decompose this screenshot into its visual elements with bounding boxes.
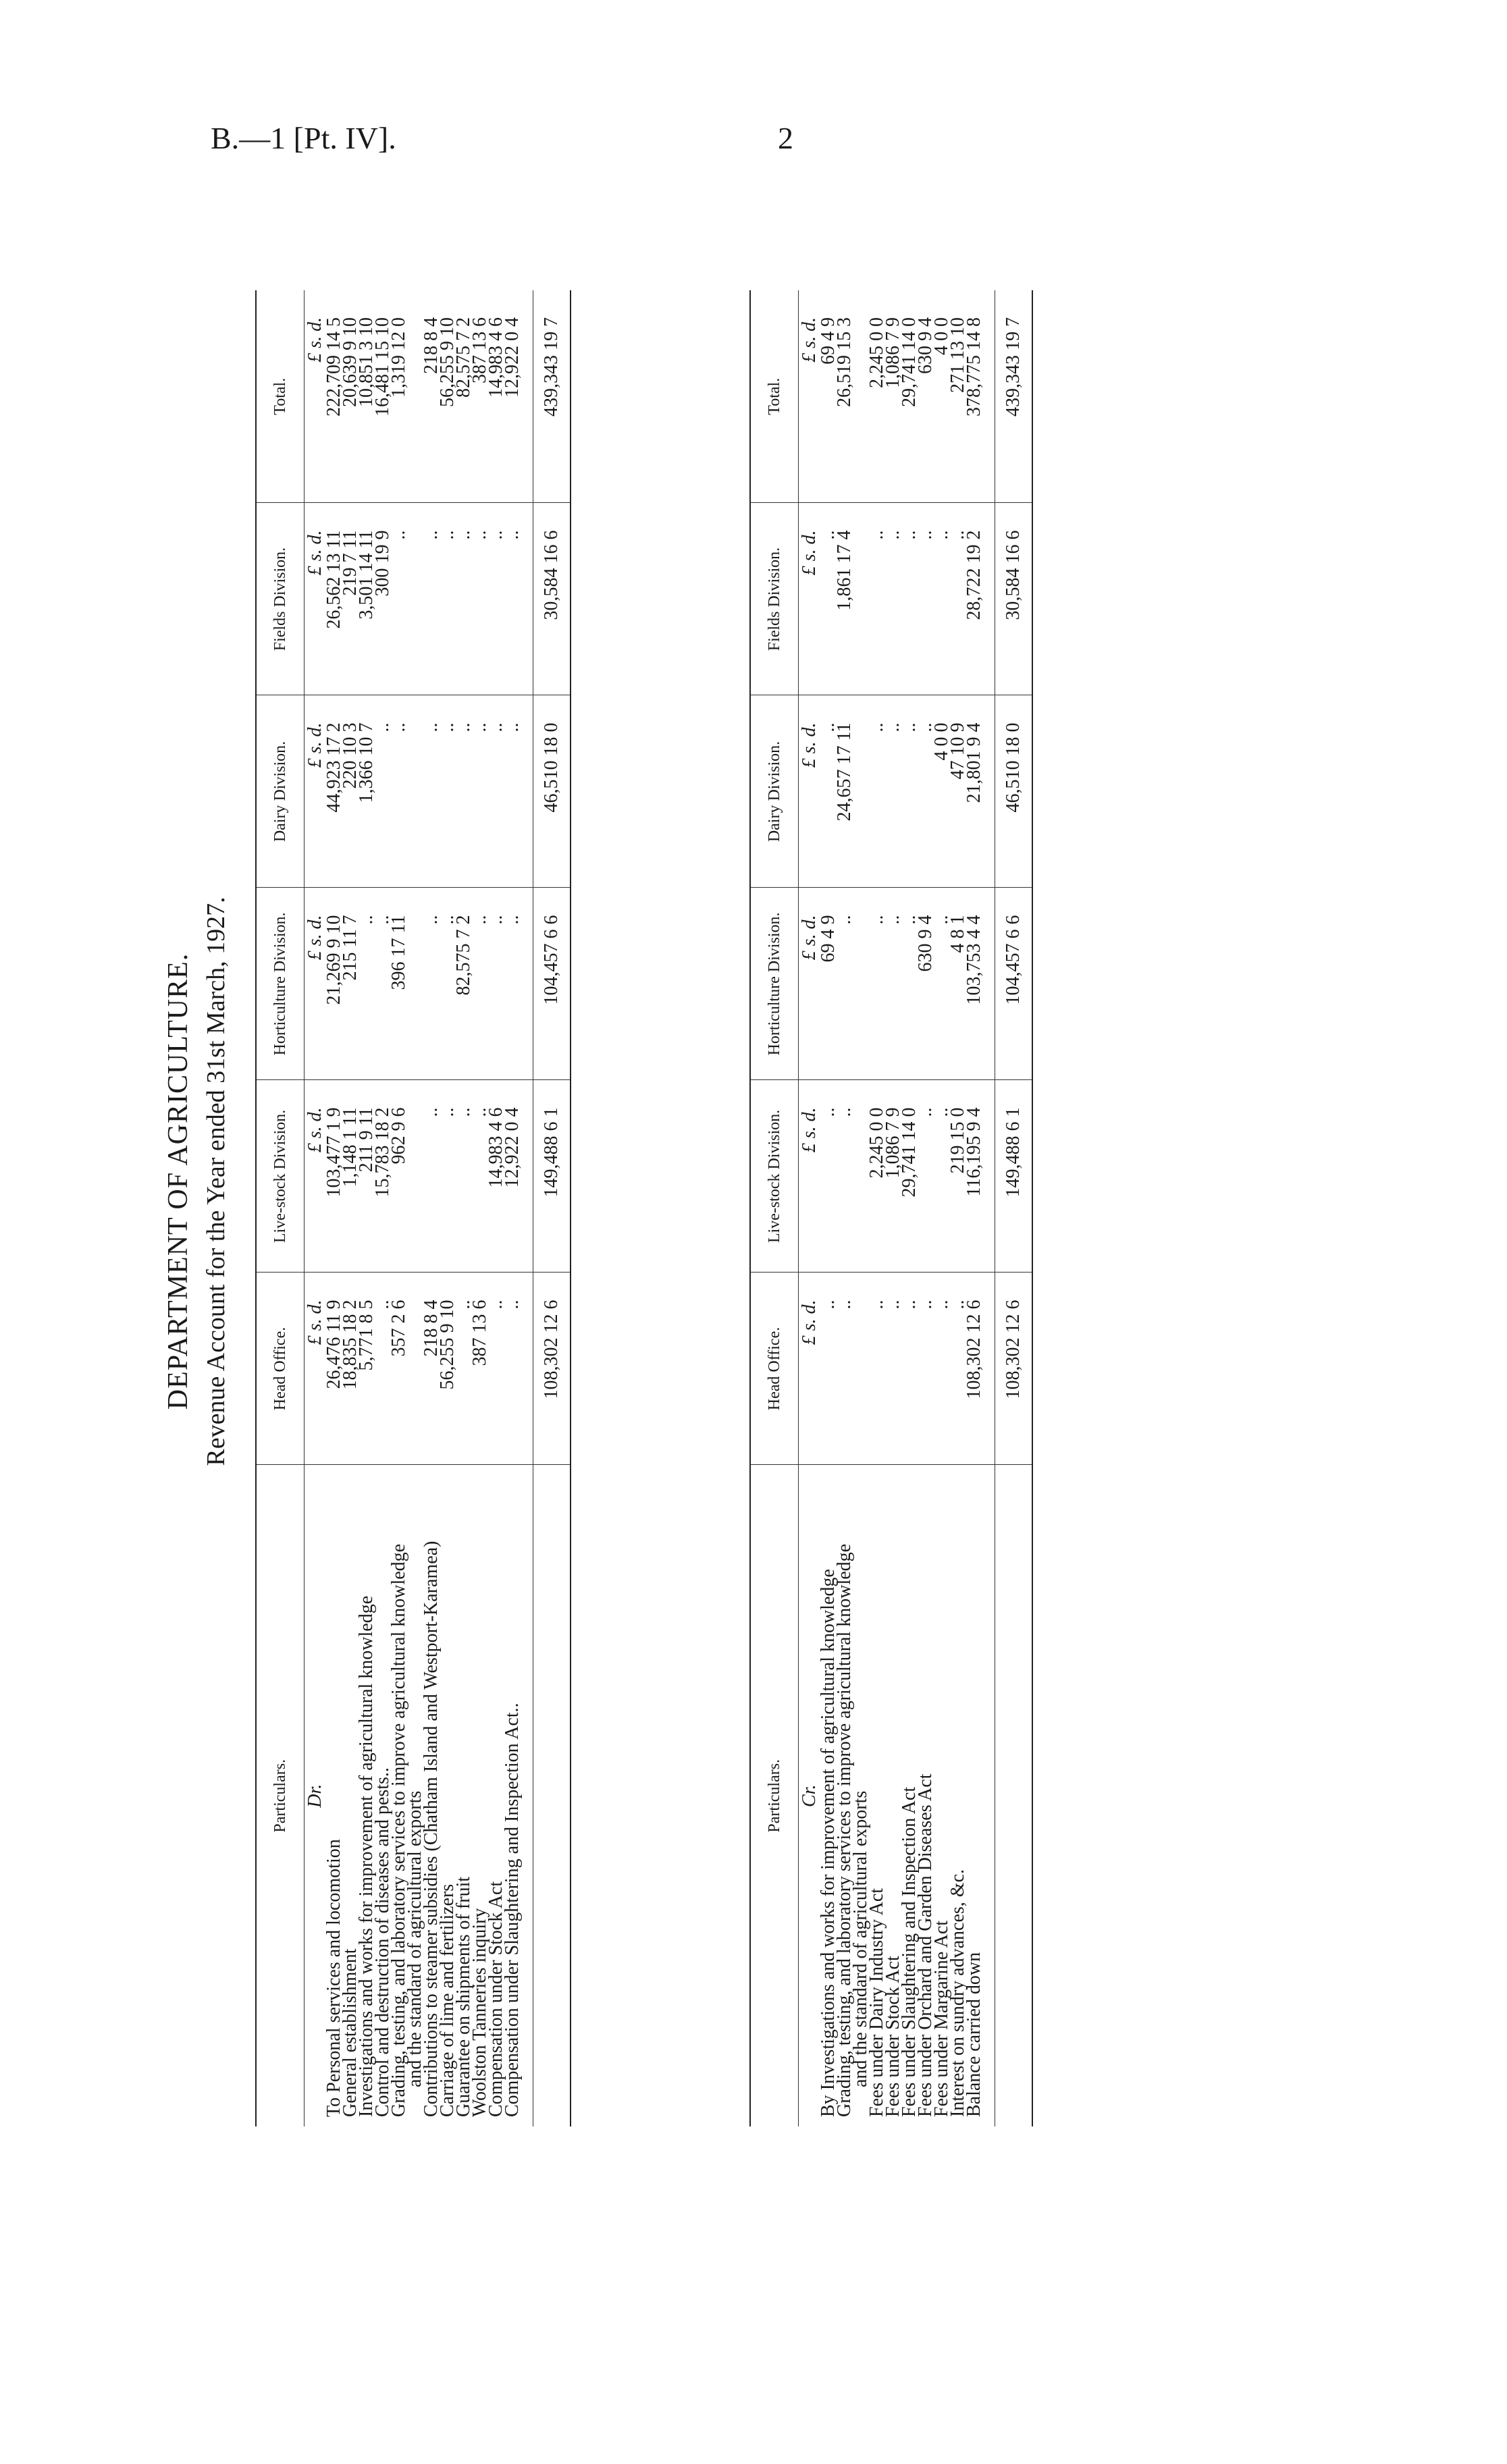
row-particulars: and the standard of agricultural exports	[404, 1790, 425, 2087]
document-subtitle: Revenue Account for the Year ended 31st March, 1927.	[202, 896, 230, 1466]
row-total: 14,983 4 6	[488, 290, 504, 503]
row-live-stock: ..	[918, 1080, 934, 1273]
row-particulars: Fees under Margarine Act	[931, 1920, 952, 2117]
total-dairy: 46,510 18 0	[533, 695, 571, 888]
row-live-stock: 211 9 11	[359, 1080, 375, 1273]
row-horticulture: ..	[440, 888, 456, 1080]
total-fields: 30,584 16 6	[995, 503, 1033, 695]
row-total: 69 4 9	[820, 290, 837, 503]
row-fields: ..	[488, 503, 504, 695]
row-head-office: ..	[901, 1273, 918, 1465]
row-total: 1,086 7 9	[885, 290, 901, 503]
row-dairy: ..	[423, 695, 440, 888]
row-live-stock: 15,783 18 2	[375, 1080, 391, 1273]
col-total: Total.	[750, 290, 799, 503]
row-fields: 26,562 13 11	[326, 503, 342, 695]
units: £ s. d.	[799, 888, 821, 1080]
row-horticulture: ..	[869, 888, 885, 1080]
units: £ s. d.	[305, 888, 327, 1080]
row-live-stock: ..	[820, 1080, 837, 1273]
row-dairy: ..	[488, 695, 504, 888]
units: £ s. d.	[799, 290, 821, 503]
row-horticulture: 21,269 9 10	[326, 888, 342, 1080]
page-header-reference: B.—1 [Pt. IV].	[211, 121, 396, 155]
row-fields: ..	[901, 503, 918, 695]
row-live-stock: ..	[472, 1080, 488, 1273]
table-row	[472, 290, 488, 2126]
col-head-office: Head Office.	[750, 1273, 799, 1465]
row-horticulture: 4 8 1	[950, 888, 966, 1080]
units: £ s. d.	[305, 503, 327, 695]
credit-totals	[982, 290, 1032, 2126]
row-dairy: ..	[391, 695, 407, 888]
row-head-office: 18,835 18 2	[342, 1273, 359, 1465]
row-particulars: General establishment	[340, 1948, 361, 2117]
units: £ s. d.	[305, 1080, 327, 1273]
row-head-office: ..	[934, 1273, 950, 1465]
col-head-office: Head Office.	[256, 1273, 305, 1465]
row-fields: ..	[456, 503, 472, 695]
row-live-stock: 219 15 0	[950, 1080, 966, 1273]
row-dairy: ..	[375, 695, 391, 888]
table-row	[918, 290, 934, 2126]
total-fields: 30,584 16 6	[533, 503, 571, 695]
row-fields: ..	[885, 503, 901, 695]
row-fields: 219 7 11	[342, 503, 359, 695]
row-dairy: ..	[440, 695, 456, 888]
row-fields: ..	[472, 503, 488, 695]
total-live-stock: 149,488 6 1	[995, 1080, 1033, 1273]
row-horticulture: 630 9 4	[918, 888, 934, 1080]
row-total: 387 13 6	[472, 290, 488, 503]
debit-table	[255, 290, 571, 2126]
row-head-office: 387 13 6	[472, 1273, 488, 1465]
row-head-office: ..	[456, 1273, 472, 1465]
page-number: 2	[778, 121, 793, 155]
row-particulars: To Personal services and locomotion	[323, 1839, 344, 2117]
row-horticulture: 103,753 4 4	[966, 888, 982, 1080]
row-head-office: ..	[837, 1273, 853, 1465]
row-head-office: 56,255 9 10	[440, 1273, 456, 1465]
row-live-stock: ..	[934, 1080, 950, 1273]
row-particulars: Balance carried down	[963, 1952, 984, 2117]
row-particulars: Carriage of lime and fertilizers	[437, 1883, 458, 2117]
row-fields: ..	[918, 503, 934, 695]
units: £ s. d.	[799, 503, 821, 695]
row-dairy: ..	[869, 695, 885, 888]
row-fields: ..	[423, 503, 440, 695]
row-particulars: Grading, testing, and laboratory services to improve agricultural knowledge	[834, 1543, 855, 2117]
row-dairy: ..	[456, 695, 472, 888]
row-horticulture: ..	[837, 888, 853, 1080]
row-dairy: 220 10 3	[342, 695, 359, 888]
col-dairy: Dairy Division.	[256, 695, 305, 888]
col-live-stock: Live-stock Division.	[750, 1080, 799, 1273]
row-live-stock: 1,086 7 9	[885, 1080, 901, 1273]
row-live-stock: 29,741 14 0	[901, 1080, 918, 1273]
row-head-office: 26,476 11 9	[326, 1273, 342, 1465]
row-fields: ..	[869, 503, 885, 695]
row-dairy: ..	[504, 695, 521, 888]
units: £ s. d.	[799, 1080, 821, 1273]
units: £ s. d.	[799, 1273, 821, 1465]
row-fields: 3,501 14 11	[359, 503, 375, 695]
row-particulars: Compensation under Stock Act	[485, 1881, 506, 2117]
row-total: 1,319 12 0	[391, 290, 407, 503]
row-live-stock: 14,983 4 6	[488, 1080, 504, 1273]
row-live-stock: ..	[423, 1080, 440, 1273]
row-total: 4 0 0	[934, 290, 950, 503]
row-horticulture: ..	[934, 888, 950, 1080]
row-particulars: Compensation under Slaughtering and Inspection Act..	[502, 1703, 523, 2117]
row-horticulture: ..	[423, 888, 440, 1080]
credit-header-row	[750, 290, 799, 2126]
row-total: 2,245 0 0	[869, 290, 885, 503]
total-head-office: 108,302 12 6	[533, 1273, 571, 1465]
row-particulars: Guarantee on shipments of fruit	[453, 1876, 474, 2117]
row-particulars: Interest on sundry advances, &c.	[947, 1869, 968, 2117]
row-horticulture: 69 4 9	[820, 888, 837, 1080]
credit-label: Cr.	[799, 1784, 820, 1807]
debit-totals	[521, 290, 571, 2126]
units: £ s. d.	[305, 695, 327, 888]
row-fields: 1,861 17 4	[837, 503, 853, 695]
table-row	[934, 290, 950, 2126]
row-horticulture: 82,575 7 2	[456, 888, 472, 1080]
row-live-stock: ..	[456, 1080, 472, 1273]
row-dairy: ..	[885, 695, 901, 888]
col-fields: Fields Division.	[750, 503, 799, 695]
row-head-office: ..	[885, 1273, 901, 1465]
row-particulars: Woolston Tanneries inquiry	[469, 1908, 490, 2117]
col-fields: Fields Division.	[256, 503, 305, 695]
row-particulars: Fees under Stock Act	[882, 1956, 903, 2117]
row-dairy: ..	[918, 695, 934, 888]
row-dairy: ..	[820, 695, 837, 888]
row-particulars: By Investigations and works for improvement of agricultural knowledge	[818, 1569, 839, 2117]
units: £ s. d.	[305, 1273, 327, 1465]
row-dairy: 47 10 9	[950, 695, 966, 888]
debit-label: Dr.	[305, 1784, 325, 1808]
row-total: 16,481 15 10	[375, 290, 391, 503]
row-live-stock: 12,922 0 4	[504, 1080, 521, 1273]
row-dairy: 1,366 10 7	[359, 695, 375, 888]
total-total: 439,343 19 7	[995, 290, 1033, 503]
debit-total-row	[533, 290, 571, 2126]
row-total: 218 8 4	[423, 290, 440, 503]
table-row	[440, 290, 456, 2126]
row-live-stock: 962 9 6	[391, 1080, 407, 1273]
row-total: 26,519 15 3	[837, 290, 853, 503]
row-live-stock: ..	[440, 1080, 456, 1273]
row-total: 378,775 14 8	[966, 290, 982, 503]
row-fields: ..	[820, 503, 837, 695]
row-total: 222,709 14 5	[326, 290, 342, 503]
row-fields: 28,722 19 2	[966, 503, 982, 695]
total-total: 439,343 19 7	[533, 290, 571, 503]
table-row	[504, 290, 521, 2126]
row-horticulture: ..	[901, 888, 918, 1080]
row-horticulture: ..	[359, 888, 375, 1080]
credit-total-row	[995, 290, 1033, 2126]
row-head-office: ..	[820, 1273, 837, 1465]
row-head-office: 5,771 8 5	[359, 1273, 375, 1465]
row-fields: ..	[391, 503, 407, 695]
col-total: Total.	[256, 290, 305, 503]
row-total: 56,255 9 10	[440, 290, 456, 503]
row-fields: ..	[950, 503, 966, 695]
row-total: 82,575 7 2	[456, 290, 472, 503]
row-total: 271 13 10	[950, 290, 966, 503]
debit-header-row	[256, 290, 305, 2126]
row-dairy: 4 0 0	[934, 695, 950, 888]
total-dairy: 46,510 18 0	[995, 695, 1033, 888]
row-particulars: Investigations and works for improvement of agricultural knowledge	[356, 1595, 377, 2117]
total-live-stock: 149,488 6 1	[533, 1080, 571, 1273]
row-dairy: 24,657 17 11	[837, 695, 853, 888]
table-row	[853, 290, 869, 2126]
row-total: 12,922 0 4	[504, 290, 521, 503]
row-particulars: Fees under Slaughtering and Inspection Act	[899, 1786, 920, 2117]
row-live-stock: 1,148 1 11	[342, 1080, 359, 1273]
row-head-office: ..	[950, 1273, 966, 1465]
row-live-stock: 2,245 0 0	[869, 1080, 885, 1273]
table-row	[966, 290, 982, 2126]
total-head-office: 108,302 12 6	[995, 1273, 1033, 1465]
units: £ s. d.	[799, 695, 821, 888]
row-head-office: 218 8 4	[423, 1273, 440, 1465]
row-dairy: ..	[901, 695, 918, 888]
row-head-office: ..	[488, 1273, 504, 1465]
row-horticulture: ..	[504, 888, 521, 1080]
row-live-stock: ..	[837, 1080, 853, 1273]
row-fields: ..	[440, 503, 456, 695]
row-total: 10,851 3 10	[359, 290, 375, 503]
row-horticulture: ..	[885, 888, 901, 1080]
row-fields: ..	[504, 503, 521, 695]
row-head-office: ..	[375, 1273, 391, 1465]
row-total: 29,741 14 0	[901, 290, 918, 503]
row-head-office: ..	[504, 1273, 521, 1465]
col-horticulture: Horticulture Division.	[750, 888, 799, 1080]
debit-body	[305, 290, 521, 2126]
row-particulars: Grading, testing, and laboratory services to improve agricultural knowledge	[388, 1543, 409, 2117]
table-row	[869, 290, 885, 2126]
row-particulars: Fees under Orchard and Garden Diseases Act	[915, 1773, 936, 2117]
credit-body	[799, 290, 983, 2126]
row-total: 630 9 4	[918, 290, 934, 503]
row-horticulture: ..	[472, 888, 488, 1080]
row-head-office: 357 2 6	[391, 1273, 407, 1465]
units: £ s. d.	[305, 290, 327, 503]
row-dairy: 44,923 17 2	[326, 695, 342, 888]
row-horticulture: 215 11 7	[342, 888, 359, 1080]
col-horticulture: Horticulture Division.	[256, 888, 305, 1080]
row-particulars: Control and destruction of diseases and pests..	[372, 1767, 393, 2117]
row-dairy: 21,801 9 4	[966, 695, 982, 888]
total-horticulture: 104,457 6 6	[533, 888, 571, 1080]
row-live-stock: 103,477 1 9	[326, 1080, 342, 1273]
col-particulars: Particulars.	[750, 1465, 799, 2126]
table-row	[423, 290, 440, 2126]
row-particulars: and the standard of agricultural exports	[850, 1790, 871, 2087]
row-dairy: ..	[472, 695, 488, 888]
row-particulars: Fees under Dairy Industry Act	[866, 1887, 887, 2117]
row-horticulture: ..	[488, 888, 504, 1080]
total-horticulture: 104,457 6 6	[995, 888, 1033, 1080]
table-row	[456, 290, 472, 2126]
row-head-office: ..	[918, 1273, 934, 1465]
col-live-stock: Live-stock Division.	[256, 1080, 305, 1273]
col-particulars: Particulars.	[256, 1465, 305, 2126]
row-live-stock: 116,195 9 4	[966, 1080, 982, 1273]
row-fields: ..	[934, 503, 950, 695]
row-fields: 300 19 9	[375, 503, 391, 695]
document-title: DEPARTMENT OF AGRICULTURE.	[163, 953, 194, 1410]
row-particulars: Contributions to steamer subsidies (Chatham Island and Westport-Karamea)	[421, 1541, 442, 2117]
credit-table	[749, 290, 1033, 2126]
row-horticulture: 396 17 11	[391, 888, 407, 1080]
col-dairy: Dairy Division.	[750, 695, 799, 888]
row-horticulture: ..	[375, 888, 391, 1080]
row-total: 20,639 9 10	[342, 290, 359, 503]
row-head-office: ..	[869, 1273, 885, 1465]
rotated-account-sheet	[162, 182, 1283, 2180]
row-head-office: 108,302 12 6	[966, 1273, 982, 1465]
